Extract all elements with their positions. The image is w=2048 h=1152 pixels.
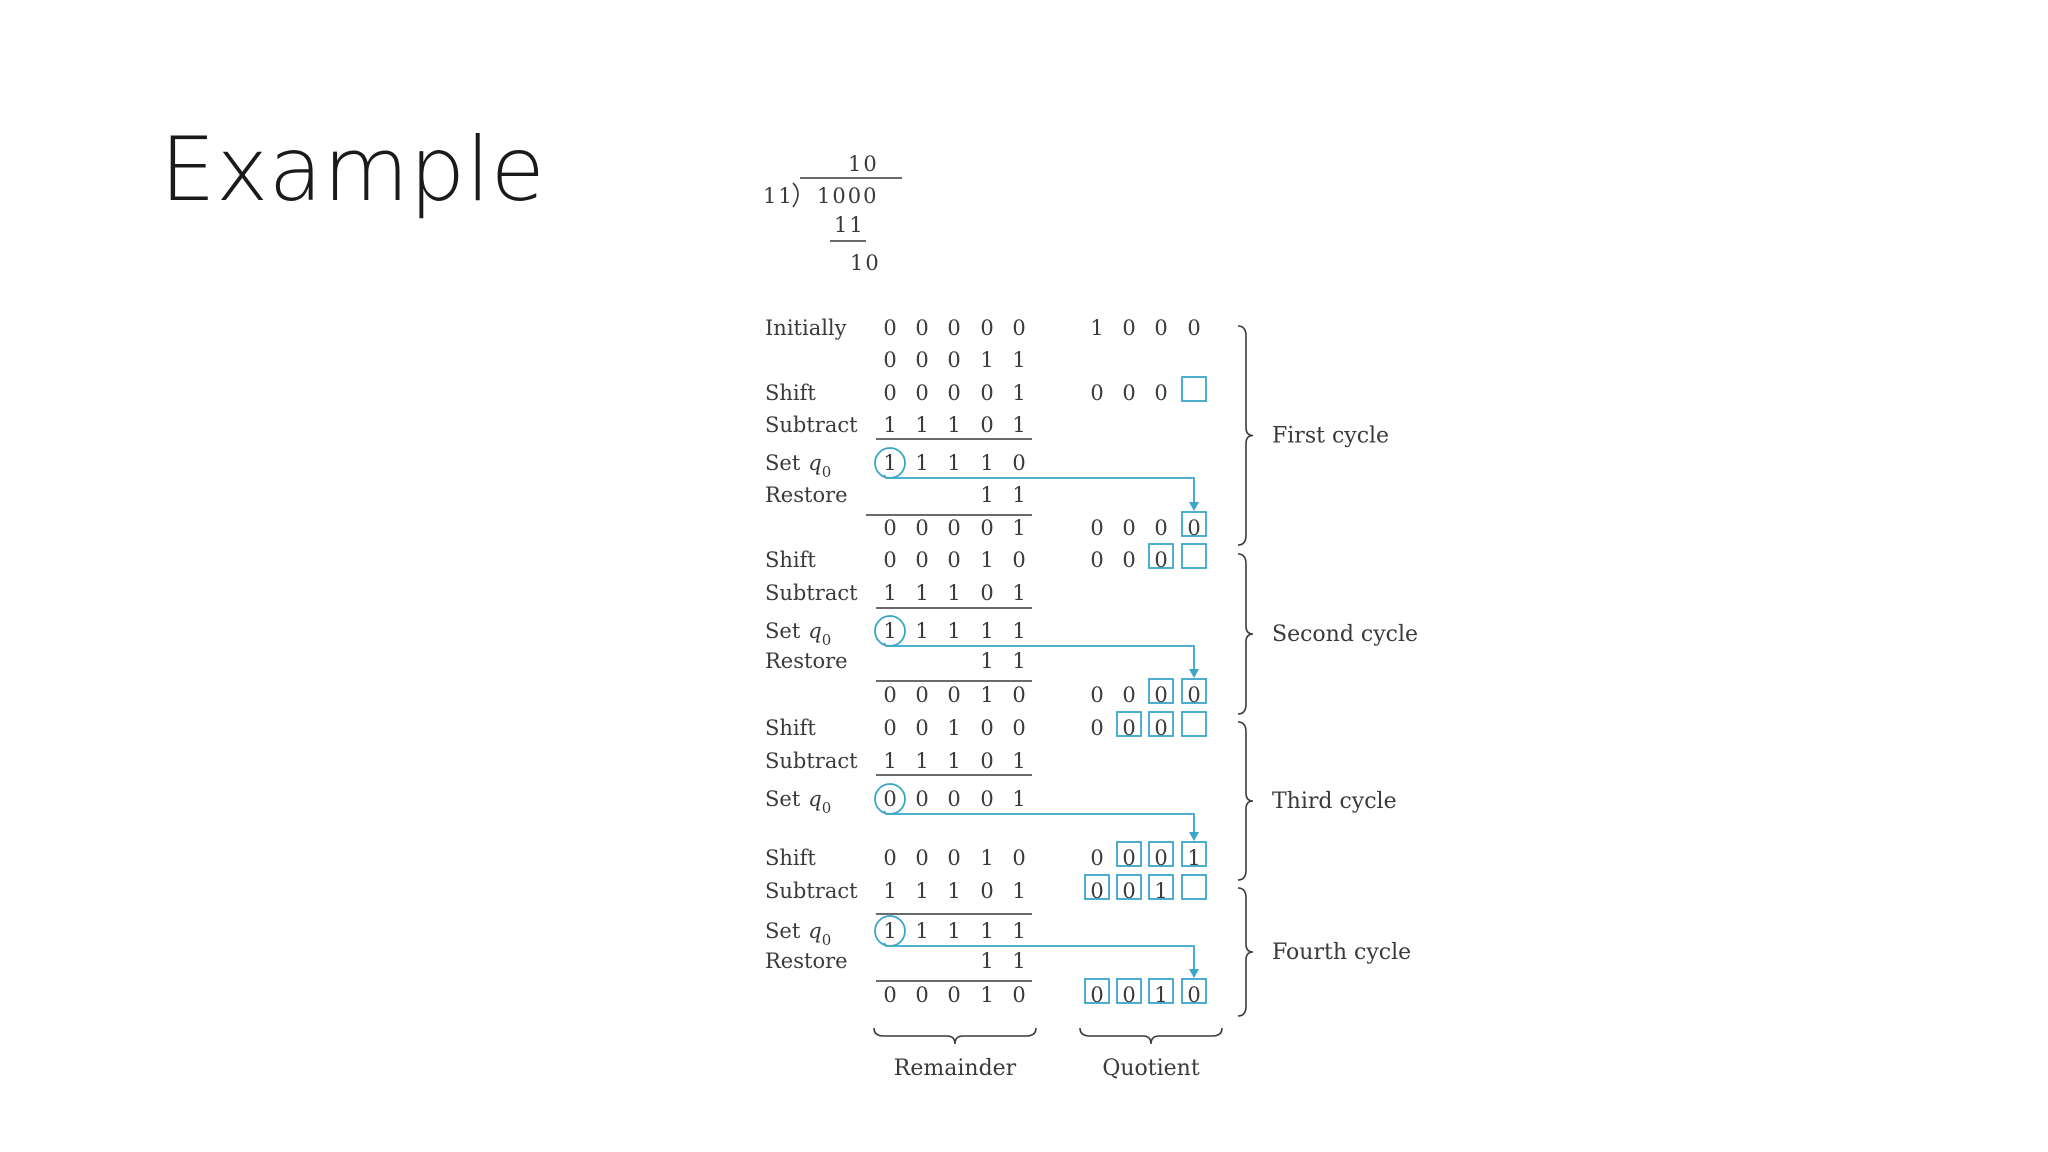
remainder-digit: 1 [1012, 879, 1026, 903]
quotient-digit: 0 [1122, 683, 1136, 707]
remainder-digit: 0 [980, 716, 994, 740]
remainder-digit: 1 [947, 749, 961, 773]
arrow-head [1189, 669, 1199, 678]
quotient-digit: 0 [1090, 846, 1104, 870]
quotient-digit: 0 [1187, 983, 1201, 1007]
step-row [883, 679, 1206, 707]
step-row [765, 544, 1206, 572]
remainder-digit: 0 [1012, 983, 1026, 1007]
remainder-digit: 1 [915, 451, 929, 475]
remainder-digit: 1 [915, 879, 929, 903]
q0-symbol: q [808, 919, 822, 943]
step-label: Subtract [765, 581, 858, 605]
remainder-digit: 1 [915, 919, 929, 943]
remainder-digit: 0 [915, 548, 929, 572]
remainder-digit: 1 [1012, 749, 1026, 773]
remainder-digit: 1 [947, 716, 961, 740]
quotient-box [1182, 544, 1206, 568]
remainder-digit: 0 [883, 983, 897, 1007]
step-row [765, 749, 1026, 773]
remainder-digit: 1 [980, 451, 994, 475]
quotient-digit: 0 [1090, 716, 1104, 740]
remainder-digit: 0 [1012, 316, 1026, 340]
slide-title: Example [160, 118, 546, 221]
quotient-digit: 0 [1122, 716, 1136, 740]
step-label: Restore [765, 483, 848, 507]
cycle-label: First cycle [1272, 423, 1390, 449]
step-row [765, 784, 1026, 817]
q0-arrow [884, 811, 1194, 834]
remainder-digit: 1 [980, 683, 994, 707]
remainder-digit: 0 [1012, 548, 1026, 572]
q0-subscript: 0 [821, 631, 832, 649]
ld-dividend: 1000 [817, 184, 879, 208]
step-row [883, 512, 1206, 540]
remainder-digit: 0 [980, 879, 994, 903]
quotient-digit: 0 [1090, 548, 1104, 572]
remainder-digit: 0 [1012, 716, 1026, 740]
remainder-digit: 0 [915, 716, 929, 740]
remainder-digit: 0 [915, 787, 929, 811]
arrow-head [1189, 969, 1199, 978]
remainder-digit: 1 [980, 483, 994, 507]
quotient-digit: 0 [1187, 683, 1201, 707]
quotient-digit: 1 [1090, 316, 1104, 340]
arrow-head [1189, 832, 1199, 841]
quotient-digit: 0 [1187, 316, 1201, 340]
quotient-digit: 0 [1090, 381, 1104, 405]
remainder-digit: 1 [947, 619, 961, 643]
remainder-digit: 0 [915, 348, 929, 372]
quotient-digit: 0 [1187, 516, 1201, 540]
step-label: Subtract [765, 413, 858, 437]
q0-subscript: 0 [821, 931, 832, 949]
remainder-digit: 1 [1012, 787, 1026, 811]
quotient-digit: 0 [1122, 983, 1136, 1007]
ld-subtrahend: 11 [834, 213, 865, 237]
quotient-digit: 1 [1187, 846, 1201, 870]
ld-bracket [793, 183, 798, 207]
quotient-digit: 0 [1122, 548, 1136, 572]
q0-symbol: q [808, 451, 822, 475]
remainder-digit: 1 [883, 919, 897, 943]
remainder-digit: 1 [947, 879, 961, 903]
remainder-digit: 1 [1012, 348, 1026, 372]
quotient-digit: 0 [1154, 381, 1168, 405]
remainder-digit: 0 [883, 716, 897, 740]
step-label: Restore [765, 949, 848, 973]
remainder-digit: 0 [980, 749, 994, 773]
remainder-digit: 1 [915, 749, 929, 773]
quotient-digit: 1 [1154, 983, 1168, 1007]
q0-symbol: q [808, 787, 822, 811]
remainder-digit: 0 [883, 381, 897, 405]
step-label: Shift [765, 548, 816, 572]
quotient-digit: 1 [1154, 879, 1168, 903]
step-row [765, 483, 1026, 507]
remainder-digit: 1 [915, 581, 929, 605]
step-row [765, 916, 1026, 949]
step-label: Restore [765, 649, 848, 673]
step-row [883, 979, 1206, 1007]
remainder-digit: 1 [1012, 483, 1026, 507]
remainder-digit: 0 [915, 683, 929, 707]
quotient-digit: 0 [1154, 316, 1168, 340]
step-row [765, 316, 1201, 340]
step-row [765, 875, 1206, 903]
remainder-digit: 1 [947, 581, 961, 605]
quotient-digit: 0 [1122, 381, 1136, 405]
remainder-digit: 1 [980, 619, 994, 643]
cycle-label: Fourth cycle [1272, 940, 1412, 965]
remainder-digit: 0 [915, 983, 929, 1007]
remainder-digit: 1 [1012, 949, 1026, 973]
step-label: Initially [765, 316, 847, 340]
cycle-brace [1238, 326, 1253, 545]
remainder-digit: 0 [915, 381, 929, 405]
step-row [765, 581, 1026, 605]
q0-arrow [884, 475, 1194, 504]
q0-symbol: q [808, 619, 822, 643]
remainder-digit: 0 [883, 516, 897, 540]
remainder-digit: 1 [980, 846, 994, 870]
remainder-digit: 1 [883, 879, 897, 903]
remainder-digit: 0 [947, 381, 961, 405]
remainder-digit: 0 [883, 683, 897, 707]
remainder-digit: 1 [980, 949, 994, 973]
step-label: Set $q_0$ [765, 451, 832, 481]
quotient-digit: 0 [1090, 516, 1104, 540]
remainder-digit: 0 [980, 381, 994, 405]
remainder-digit: 0 [980, 787, 994, 811]
quotient-label: Quotient [1102, 1056, 1200, 1081]
step-row [765, 842, 1206, 870]
remainder-digit: 0 [947, 316, 961, 340]
remainder-digit: 0 [915, 516, 929, 540]
remainder-digit: 0 [947, 348, 961, 372]
remainder-digit: 0 [883, 348, 897, 372]
step-row [765, 413, 1026, 437]
arrow-head [1189, 502, 1199, 511]
quotient-digit: 0 [1154, 516, 1168, 540]
remainder-label: Remainder [893, 1056, 1017, 1081]
remainder-digit: 1 [1012, 516, 1026, 540]
remainder-digit: 1 [883, 581, 897, 605]
remainder-digit: 0 [1012, 683, 1026, 707]
step-label: Set $q_0$ [765, 919, 832, 949]
ld-remainder: 10 [850, 251, 881, 275]
remainder-digit: 0 [980, 413, 994, 437]
step-label: Shift [765, 381, 816, 405]
remainder-digit: 1 [1012, 649, 1026, 673]
remainder-digit: 0 [947, 683, 961, 707]
long-division [763, 152, 902, 275]
quotient-digit: 0 [1122, 316, 1136, 340]
remainder-digit: 1 [1012, 919, 1026, 943]
remainder-digit: 1 [915, 619, 929, 643]
remainder-digit: 1 [947, 919, 961, 943]
quotient-digit: 0 [1154, 548, 1168, 572]
quotient-box [1182, 712, 1206, 736]
remainder-digit: 1 [883, 749, 897, 773]
remainder-digit: 0 [947, 983, 961, 1007]
cycle-label: Third cycle [1272, 789, 1397, 814]
remainder-digit: 1 [1012, 413, 1026, 437]
remainder-digit: 1 [1012, 381, 1026, 405]
q0-arrow [884, 943, 1194, 971]
quotient-digit: 0 [1122, 516, 1136, 540]
step-label: Set $q_0$ [765, 787, 832, 817]
ld-quotient: 10 [848, 152, 879, 176]
cycle-brace [1238, 722, 1253, 880]
q0-arrow [884, 643, 1194, 671]
remainder-digit: 0 [883, 548, 897, 572]
remainder-digit: 0 [947, 846, 961, 870]
remainder-brace [874, 1028, 1036, 1044]
remainder-digit: 1 [947, 413, 961, 437]
ld-divisor: 11 [763, 184, 794, 208]
quotient-digit: 0 [1154, 846, 1168, 870]
remainder-digit: 1 [883, 619, 897, 643]
quotient-digit: 0 [1090, 879, 1104, 903]
remainder-digit: 1 [1012, 619, 1026, 643]
remainder-digit: 0 [947, 516, 961, 540]
remainder-digit: 0 [1012, 846, 1026, 870]
quotient-digit: 0 [1090, 683, 1104, 707]
step-row [765, 616, 1026, 649]
quotient-digit: 0 [1154, 683, 1168, 707]
remainder-digit: 0 [980, 581, 994, 605]
step-row [765, 377, 1206, 405]
step-row [765, 949, 1026, 973]
remainder-digit: 0 [883, 846, 897, 870]
cycle-brace [1238, 554, 1253, 714]
cycle-label: Second cycle [1272, 622, 1419, 647]
remainder-digit: 0 [915, 846, 929, 870]
q0-subscript: 0 [821, 463, 832, 481]
remainder-digit: 0 [1012, 451, 1026, 475]
step-row [765, 649, 1026, 673]
step-row [765, 448, 1026, 481]
step-label: Set $q_0$ [765, 619, 832, 649]
quotient-brace [1080, 1028, 1222, 1044]
remainder-digit: 0 [980, 316, 994, 340]
quotient-box [1182, 377, 1206, 401]
remainder-digit: 0 [883, 316, 897, 340]
remainder-digit: 1 [883, 413, 897, 437]
remainder-digit: 0 [947, 548, 961, 572]
quotient-digit: 0 [1090, 983, 1104, 1007]
cycle-brace [1238, 888, 1253, 1016]
remainder-digit: 0 [947, 787, 961, 811]
remainder-digit: 1 [1012, 581, 1026, 605]
q0-subscript: 0 [821, 799, 832, 817]
quotient-box [1182, 875, 1206, 899]
step-label: Shift [765, 846, 816, 870]
remainder-digit: 0 [980, 516, 994, 540]
step-label: Shift [765, 716, 816, 740]
quotient-digit: 0 [1154, 716, 1168, 740]
remainder-digit: 1 [947, 451, 961, 475]
remainder-digit: 0 [915, 316, 929, 340]
step-row [883, 348, 1025, 372]
remainder-digit: 1 [980, 348, 994, 372]
remainder-digit: 1 [980, 649, 994, 673]
remainder-digit: 1 [915, 413, 929, 437]
quotient-digit: 0 [1122, 879, 1136, 903]
remainder-digit: 1 [980, 919, 994, 943]
remainder-digit: 1 [980, 983, 994, 1007]
step-row [765, 712, 1206, 740]
remainder-digit: 0 [883, 787, 897, 811]
remainder-digit: 1 [883, 451, 897, 475]
step-label: Subtract [765, 749, 858, 773]
remainder-digit: 1 [980, 548, 994, 572]
step-label: Subtract [765, 879, 858, 903]
quotient-digit: 0 [1122, 846, 1136, 870]
division-steps [765, 316, 1206, 1007]
